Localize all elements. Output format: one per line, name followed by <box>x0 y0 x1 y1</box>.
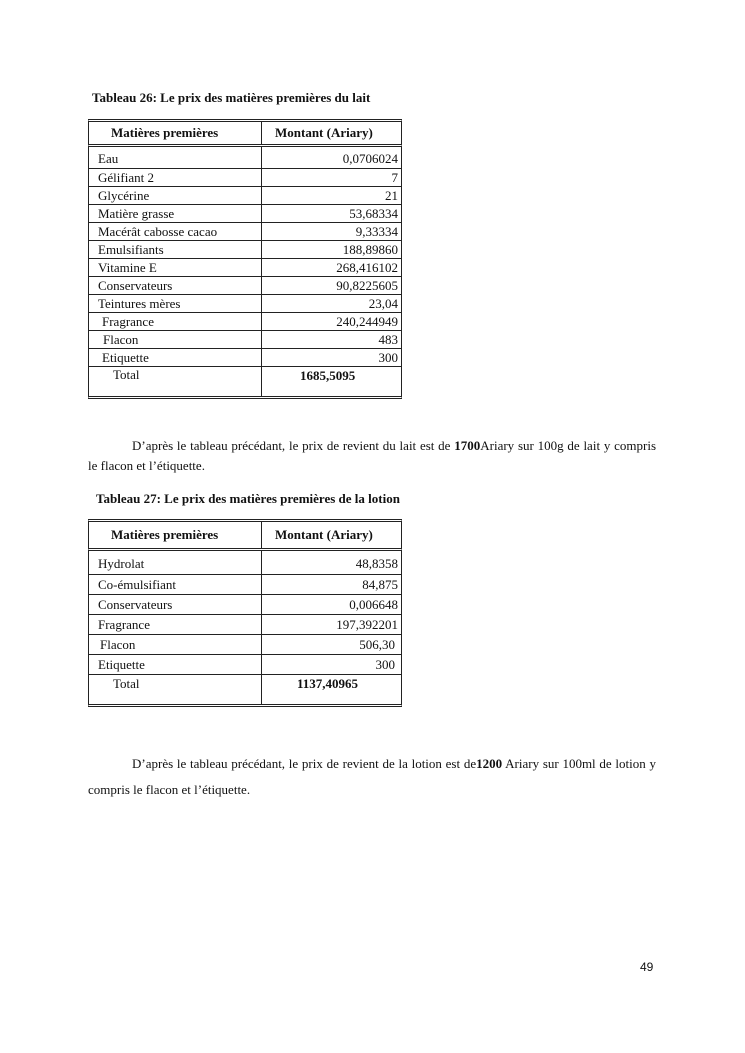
table-row: Fragrance 197,392201 <box>88 615 402 635</box>
table-row: Conservateurs 90,8225605 <box>88 277 402 295</box>
table-row: Emulsifiants 188,89860 <box>88 241 402 259</box>
paragraph-lait: D’après le tableau précédant, le prix de revient du lait est de 1700Ariary sur 100g de lait y compris le flacon et l’étiquette. <box>88 438 657 473</box>
table26-total-value: 1685,5095 <box>300 368 356 383</box>
table-row: Matière grasse 53,68334 <box>88 205 402 223</box>
table-row: Etiquette 300 <box>88 655 402 675</box>
table-row: Vitamine E 268,416102 <box>88 259 402 277</box>
table27 <box>88 519 402 707</box>
table26 <box>88 119 402 399</box>
table27-header <box>88 519 402 551</box>
table26-total-row <box>88 367 402 399</box>
table26-total-label: Total <box>113 367 140 382</box>
table-row: Flacon 506,30 <box>88 635 402 655</box>
table-row: Fragrance 240,244949 <box>88 313 402 331</box>
table27-header-col1: Matières premières <box>111 527 219 542</box>
table-row: Gélifiant 2 7 <box>88 169 402 187</box>
table-row: Etiquette 300 <box>88 349 402 367</box>
table-row: Co-émulsifiant 84,875 <box>88 575 402 595</box>
table26-header <box>88 119 402 147</box>
table-row: Glycérine 21 <box>88 187 402 205</box>
paragraph-lotion: D’après le tableau précédant, le prix de revient de la lotion est de1200 Ariary sur 100ml de lotion y compris le flacon et l’étiquette. <box>88 756 657 797</box>
table27-caption: Tableau 27: Le prix des matières premières de la lotion <box>96 491 400 506</box>
table-row: Macérât cabosse cacao 9,33334 <box>88 223 402 241</box>
table27-total-label: Total <box>113 676 140 691</box>
table26-header-col1: Matières premières <box>111 125 219 140</box>
table26-caption: Tableau 26: Le prix des matières premières du lait <box>92 90 371 105</box>
table-row: Teintures mères 23,04 <box>88 295 402 313</box>
table-row: Conservateurs 0,006648 <box>88 595 402 615</box>
table-row: Hydrolat 48,8358 <box>88 554 402 575</box>
table26-header-col2: Montant (Ariary) <box>275 125 373 140</box>
table27-total-row <box>88 675 402 707</box>
page-number: 49 <box>640 960 654 974</box>
table-row: Eau 0,0706024 <box>88 150 402 169</box>
table27-total-value: 1137,40965 <box>297 676 359 691</box>
table-row: Flacon 483 <box>88 331 402 349</box>
table27-header-col2: Montant (Ariary) <box>275 527 373 542</box>
